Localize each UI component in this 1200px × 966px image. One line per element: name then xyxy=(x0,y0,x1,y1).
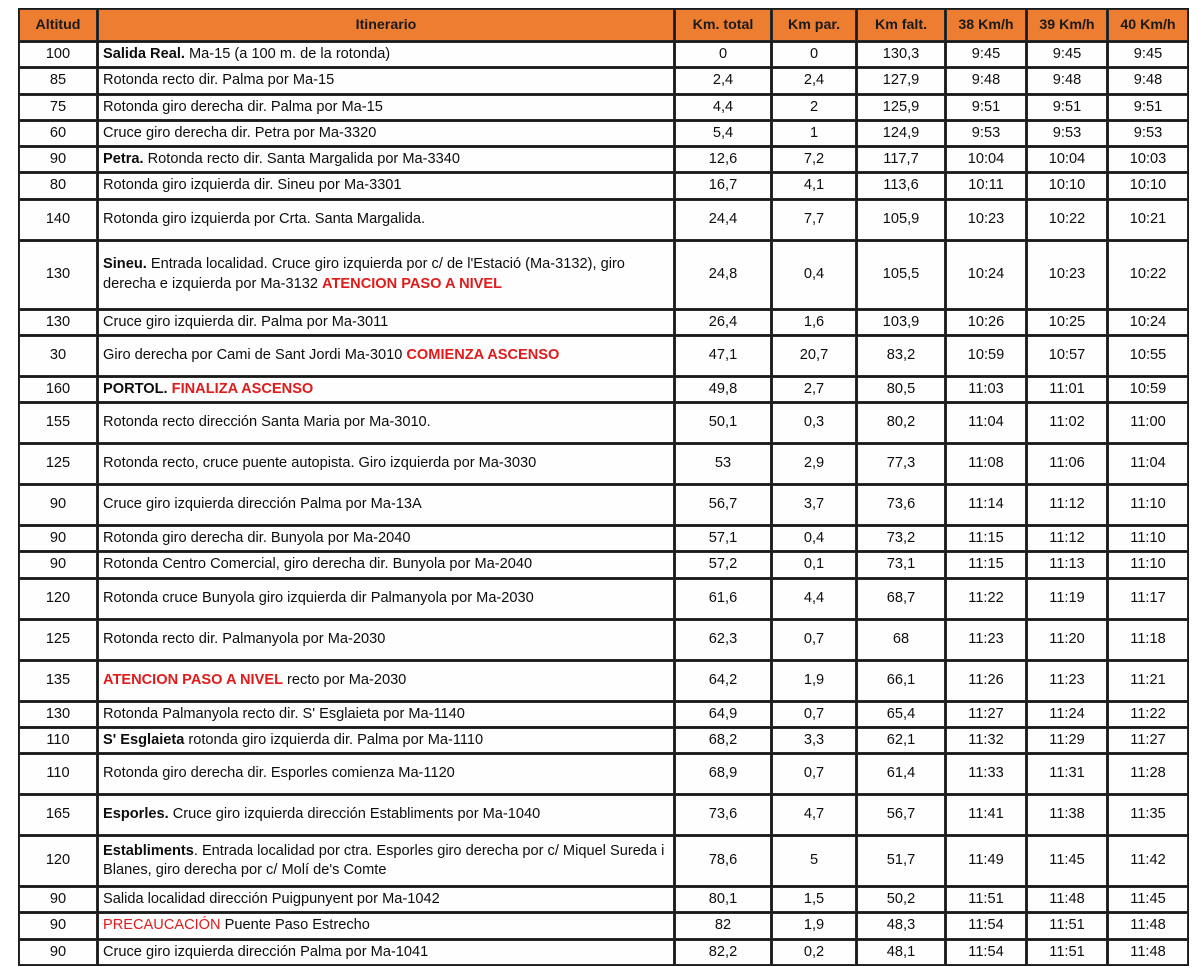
table-row[interactable] xyxy=(19,836,1188,886)
cell-km-falt[interactable]: 124,9 xyxy=(857,121,945,146)
cell-speed-38[interactable]: 11:54 xyxy=(946,913,1026,938)
cell-km-falt[interactable]: 68 xyxy=(857,620,945,660)
table-row[interactable] xyxy=(19,552,1188,577)
cell-itinerario[interactable]: Establiments. Entrada localidad por ctra. Esporles giro derecha por c/ Miquel Sureda i Blanes, giro derecha por c/ Molí de's Comte xyxy=(98,836,674,886)
cell-speed-40[interactable]: 11:22 xyxy=(1108,702,1188,727)
cell-km-total[interactable]: 57,2 xyxy=(675,552,771,577)
cell-altitud[interactable]: 110 xyxy=(19,754,97,794)
cell-km-par[interactable]: 7,2 xyxy=(772,147,856,172)
cell-km-falt[interactable]: 117,7 xyxy=(857,147,945,172)
cell-itinerario[interactable]: Petra. Rotonda recto dir. Santa Margalida por Ma-3340 xyxy=(98,147,674,172)
cell-km-total[interactable]: 2,4 xyxy=(675,68,771,93)
place-name: Establiments xyxy=(103,842,194,859)
column-header-altitud[interactable]: Altitud xyxy=(19,9,97,41)
cell-speed-39[interactable]: 11:12 xyxy=(1027,526,1107,551)
cell-itinerario[interactable]: Esporles. Cruce giro izquierda dirección Establiments por Ma-1040 xyxy=(98,795,674,835)
cell-speed-39[interactable]: 11:01 xyxy=(1027,377,1107,402)
cell-km-total[interactable]: 57,1 xyxy=(675,526,771,551)
cell-altitud[interactable]: 90 xyxy=(19,552,97,577)
cell-km-par[interactable]: 4,4 xyxy=(772,579,856,619)
cell-km-falt[interactable]: 83,2 xyxy=(857,336,945,376)
cell-speed-39[interactable]: 10:25 xyxy=(1027,310,1107,335)
cell-km-total[interactable]: 24,4 xyxy=(675,200,771,240)
cell-km-par[interactable]: 1,9 xyxy=(772,661,856,701)
cell-speed-40[interactable]: 10:55 xyxy=(1108,336,1188,376)
cell-km-falt[interactable]: 105,5 xyxy=(857,241,945,309)
cell-altitud[interactable]: 165 xyxy=(19,795,97,835)
cell-km-par[interactable]: 7,7 xyxy=(772,200,856,240)
cell-km-par[interactable]: 0,4 xyxy=(772,241,856,309)
cell-km-total[interactable]: 4,4 xyxy=(675,95,771,120)
cell-speed-38[interactable]: 11:03 xyxy=(946,377,1026,402)
cell-itinerario[interactable]: Salida Real. Ma-15 (a 100 m. de la rotonda) xyxy=(98,42,674,67)
cell-speed-40[interactable]: 11:10 xyxy=(1108,552,1188,577)
cell-speed-40[interactable]: 10:03 xyxy=(1108,147,1188,172)
cell-km-par[interactable]: 0 xyxy=(772,42,856,67)
cell-speed-40[interactable]: 11:17 xyxy=(1108,579,1188,619)
cell-km-total[interactable]: 5,4 xyxy=(675,121,771,146)
cell-altitud[interactable]: 90 xyxy=(19,147,97,172)
cell-km-total[interactable]: 56,7 xyxy=(675,485,771,525)
cell-altitud[interactable]: 110 xyxy=(19,728,97,753)
cell-speed-38[interactable]: 11:14 xyxy=(946,485,1026,525)
cell-km-total[interactable]: 26,4 xyxy=(675,310,771,335)
table-row[interactable] xyxy=(19,310,1188,335)
cell-km-par[interactable]: 20,7 xyxy=(772,336,856,376)
cell-itinerario[interactable]: Rotonda Centro Comercial, giro derecha dir. Bunyola por Ma-2040 xyxy=(98,552,674,577)
cell-km-par[interactable]: 0,2 xyxy=(772,940,856,965)
cell-km-total[interactable]: 12,6 xyxy=(675,147,771,172)
cell-km-total[interactable]: 73,6 xyxy=(675,795,771,835)
cell-itinerario[interactable]: Rotonda recto dir. Palma por Ma-15 xyxy=(98,68,674,93)
table-body xyxy=(19,42,1188,965)
cell-speed-38[interactable]: 11:41 xyxy=(946,795,1026,835)
cell-speed-38[interactable]: 11:22 xyxy=(946,579,1026,619)
cell-km-falt[interactable]: 51,7 xyxy=(857,836,945,886)
cell-speed-39[interactable]: 11:13 xyxy=(1027,552,1107,577)
cell-altitud[interactable]: 160 xyxy=(19,377,97,402)
cell-speed-40[interactable]: 11:45 xyxy=(1108,887,1188,912)
cell-km-par[interactable]: 0,4 xyxy=(772,526,856,551)
cell-km-total[interactable]: 16,7 xyxy=(675,173,771,198)
table-row[interactable] xyxy=(19,795,1188,835)
cell-km-par[interactable]: 1,5 xyxy=(772,887,856,912)
table-row[interactable] xyxy=(19,485,1188,525)
cell-km-par[interactable]: 0,1 xyxy=(772,552,856,577)
cell-speed-39[interactable]: 11:24 xyxy=(1027,702,1107,727)
column-header-speed-39[interactable]: 39 Km/h xyxy=(1027,9,1107,41)
cell-km-falt[interactable]: 48,1 xyxy=(857,940,945,965)
cell-km-total[interactable]: 61,6 xyxy=(675,579,771,619)
place-name: Petra. xyxy=(103,151,144,167)
cell-speed-39[interactable]: 10:04 xyxy=(1027,147,1107,172)
cell-speed-39[interactable]: 11:29 xyxy=(1027,728,1107,753)
cell-itinerario[interactable] xyxy=(98,377,674,402)
column-header-km-par[interactable]: Km par. xyxy=(772,9,856,41)
cell-altitud[interactable]: 130 xyxy=(19,310,97,335)
cell-speed-39[interactable]: 11:12 xyxy=(1027,485,1107,525)
cell-speed-40[interactable]: 11:27 xyxy=(1108,728,1188,753)
cell-speed-40[interactable]: 11:48 xyxy=(1108,940,1188,965)
cell-km-falt[interactable]: 48,3 xyxy=(857,913,945,938)
cell-itinerario[interactable]: S' Esglaieta rotonda giro izquierda dir. Palma por Ma-1110 xyxy=(98,728,674,753)
itinerary-table xyxy=(18,8,1189,966)
cell-itinerario[interactable]: Rotonda giro izquierda dir. Sineu por Ma-3301 xyxy=(98,173,674,198)
table-row[interactable] xyxy=(19,336,1188,376)
cell-speed-40[interactable]: 9:48 xyxy=(1108,68,1188,93)
cell-speed-40[interactable]: 10:59 xyxy=(1108,377,1188,402)
cell-altitud[interactable]: 90 xyxy=(19,940,97,965)
cell-km-total[interactable]: 64,2 xyxy=(675,661,771,701)
cell-speed-38[interactable]: 11:27 xyxy=(946,702,1026,727)
table-row[interactable] xyxy=(19,579,1188,619)
cell-speed-40[interactable]: 11:42 xyxy=(1108,836,1188,886)
table-row[interactable] xyxy=(19,728,1188,753)
place-name: S' Esglaieta xyxy=(103,731,185,748)
table-row[interactable] xyxy=(19,661,1188,701)
cell-speed-38[interactable]: 10:59 xyxy=(946,336,1026,376)
cell-speed-39[interactable]: 11:31 xyxy=(1027,754,1107,794)
cell-km-total[interactable]: 24,8 xyxy=(675,241,771,309)
cell-speed-40[interactable]: 9:45 xyxy=(1108,42,1188,67)
cell-speed-38[interactable]: 9:53 xyxy=(946,121,1026,146)
cell-itinerario[interactable]: Cruce giro izquierda dir. Palma por Ma-3011 xyxy=(98,310,674,335)
column-header-speed-38[interactable]: 38 Km/h xyxy=(946,9,1026,41)
cell-km-falt[interactable]: 68,7 xyxy=(857,579,945,619)
cell-speed-39[interactable]: 9:53 xyxy=(1027,121,1107,146)
cell-km-falt[interactable]: 66,1 xyxy=(857,661,945,701)
cell-speed-39[interactable]: 11:38 xyxy=(1027,795,1107,835)
cell-speed-38[interactable]: 11:04 xyxy=(946,403,1026,443)
cell-speed-40[interactable]: 10:10 xyxy=(1108,173,1188,198)
cell-speed-39[interactable]: 11:02 xyxy=(1027,403,1107,443)
cell-speed-39[interactable]: 10:22 xyxy=(1027,200,1107,240)
cell-altitud[interactable]: 120 xyxy=(19,579,97,619)
cell-itinerario[interactable]: Rotonda recto dir. Palmanyola por Ma-2030 xyxy=(98,620,674,660)
alert-text: ATENCION PASO A NIVEL xyxy=(322,275,503,292)
cell-km-par[interactable]: 0,7 xyxy=(772,620,856,660)
cell-altitud[interactable]: 155 xyxy=(19,403,97,443)
cell-altitud[interactable]: 100 xyxy=(19,42,97,67)
alert-text: PRECAUCACIÓN xyxy=(103,917,221,934)
cell-altitud[interactable]: 60 xyxy=(19,121,97,146)
cell-speed-40[interactable]: 11:48 xyxy=(1108,913,1188,938)
cell-speed-39[interactable]: 11:06 xyxy=(1027,444,1107,484)
table-row[interactable] xyxy=(19,173,1188,198)
cell-itinerario[interactable]: Rotonda recto dirección Santa Maria por Ma-3010. xyxy=(98,403,674,443)
column-header-itinerario[interactable]: Itinerario xyxy=(98,9,674,41)
cell-speed-40[interactable]: 9:51 xyxy=(1108,95,1188,120)
cell-speed-39[interactable]: 10:10 xyxy=(1027,173,1107,198)
cell-altitud[interactable]: 75 xyxy=(19,95,97,120)
cell-altitud[interactable]: 125 xyxy=(19,620,97,660)
cell-km-falt[interactable]: 62,1 xyxy=(857,728,945,753)
cell-altitud[interactable]: 80 xyxy=(19,173,97,198)
table-row[interactable] xyxy=(19,887,1188,912)
cell-itinerario[interactable]: Rotonda recto, cruce puente autopista. Giro izquierda por Ma-3030 xyxy=(98,444,674,484)
cell-speed-39[interactable]: 11:45 xyxy=(1027,836,1107,886)
cell-speed-40[interactable]: 11:04 xyxy=(1108,444,1188,484)
cell-km-falt[interactable]: 113,6 xyxy=(857,173,945,198)
cell-itinerario[interactable]: PRECAUCACIÓN Puente Paso Estrecho xyxy=(98,913,674,938)
place-name: Esporles. xyxy=(103,806,169,823)
table-header xyxy=(19,9,1188,41)
column-header-km-falt[interactable]: Km falt. xyxy=(857,9,945,41)
cell-altitud[interactable]: 30 xyxy=(19,336,97,376)
table-row[interactable] xyxy=(19,68,1188,93)
cell-km-total[interactable]: 49,8 xyxy=(675,377,771,402)
cell-itinerario[interactable]: Rotonda cruce Bunyola giro izquierda dir Palmanyola por Ma-2030 xyxy=(98,579,674,619)
table-row[interactable] xyxy=(19,754,1188,794)
cell-altitud[interactable]: 135 xyxy=(19,661,97,701)
cell-km-falt[interactable]: 125,9 xyxy=(857,95,945,120)
cell-km-par[interactable]: 1 xyxy=(772,121,856,146)
cell-itinerario[interactable]: ATENCION PASO A NIVEL recto por Ma-2030 xyxy=(98,661,674,701)
cell-speed-40[interactable]: 10:24 xyxy=(1108,310,1188,335)
cell-itinerario[interactable]: Rotonda giro derecha dir. Bunyola por Ma-2040 xyxy=(98,526,674,551)
cell-altitud[interactable]: 130 xyxy=(19,702,97,727)
cell-itinerario[interactable]: Giro derecha por Cami de Sant Jordi Ma-3010 COMIENZA ASCENSO xyxy=(98,336,674,376)
cell-km-par[interactable]: 4,7 xyxy=(772,795,856,835)
cell-speed-40[interactable]: 11:18 xyxy=(1108,620,1188,660)
cell-speed-39[interactable]: 9:48 xyxy=(1027,68,1107,93)
cell-km-falt[interactable]: 80,5 xyxy=(857,377,945,402)
cell-itinerario[interactable]: Cruce giro izquierda dirección Palma por Ma-1041 xyxy=(98,940,674,965)
table-row[interactable] xyxy=(19,913,1188,938)
cell-altitud[interactable]: 90 xyxy=(19,913,97,938)
cell-km-par[interactable]: 2,7 xyxy=(772,377,856,402)
cell-km-falt[interactable]: 73,2 xyxy=(857,526,945,551)
cell-altitud[interactable]: 140 xyxy=(19,200,97,240)
column-header-speed-40[interactable]: 40 Km/h xyxy=(1108,9,1188,41)
cell-itinerario[interactable]: Sineu. Entrada localidad. Cruce giro izquierda por c/ de l'Estació (Ma-3132), giro derecha e izquierda por Ma-3132 ATENCION PASO A NIVEL xyxy=(98,241,674,309)
cell-altitud[interactable]: 90 xyxy=(19,526,97,551)
cell-km-par[interactable]: 0,7 xyxy=(772,702,856,727)
cell-speed-38[interactable]: 11:23 xyxy=(946,620,1026,660)
table-row[interactable] xyxy=(19,121,1188,146)
table-row[interactable] xyxy=(19,620,1188,660)
cell-km-total[interactable]: 50,1 xyxy=(675,403,771,443)
cell-altitud[interactable]: 125 xyxy=(19,444,97,484)
table-row[interactable] xyxy=(19,377,1188,402)
cell-km-falt[interactable]: 61,4 xyxy=(857,754,945,794)
table-row[interactable] xyxy=(19,200,1188,240)
cell-speed-40[interactable]: 11:21 xyxy=(1108,661,1188,701)
table-row[interactable] xyxy=(19,702,1188,727)
cell-speed-38[interactable]: 10:23 xyxy=(946,200,1026,240)
cell-speed-38[interactable]: 11:33 xyxy=(946,754,1026,794)
table-row[interactable] xyxy=(19,241,1188,309)
cell-km-par[interactable]: 0,3 xyxy=(772,403,856,443)
alert-text: ATENCION PASO A NIVEL xyxy=(103,671,283,688)
alert-text: FINALIZA ASCENSO xyxy=(171,380,314,397)
cell-speed-39[interactable]: 11:51 xyxy=(1027,913,1107,938)
cell-km-par[interactable]: 2,4 xyxy=(772,68,856,93)
cell-km-falt[interactable]: 127,9 xyxy=(857,68,945,93)
cell-altitud[interactable]: 90 xyxy=(19,485,97,525)
cell-speed-38[interactable]: 11:32 xyxy=(946,728,1026,753)
cell-km-total[interactable]: 68,2 xyxy=(675,728,771,753)
place-name: PORTOL. xyxy=(103,380,168,397)
header-row xyxy=(19,9,1188,41)
cell-km-total[interactable]: 0 xyxy=(675,42,771,67)
cell-speed-39[interactable]: 10:57 xyxy=(1027,336,1107,376)
cell-itinerario[interactable]: Rotonda giro derecha dir. Esporles comienza Ma-1120 xyxy=(98,754,674,794)
cell-km-falt[interactable]: 65,4 xyxy=(857,702,945,727)
table-row[interactable] xyxy=(19,42,1188,67)
cell-km-falt[interactable]: 130,3 xyxy=(857,42,945,67)
cell-km-par[interactable]: 2,9 xyxy=(772,444,856,484)
cell-altitud[interactable]: 130 xyxy=(19,241,97,309)
cell-speed-39[interactable]: 10:23 xyxy=(1027,241,1107,309)
cell-altitud[interactable]: 90 xyxy=(19,887,97,912)
cell-speed-39[interactable]: 11:20 xyxy=(1027,620,1107,660)
cell-km-falt[interactable]: 56,7 xyxy=(857,795,945,835)
cell-km-falt[interactable]: 103,9 xyxy=(857,310,945,335)
cell-km-par[interactable]: 0,7 xyxy=(772,754,856,794)
cell-speed-39[interactable]: 11:23 xyxy=(1027,661,1107,701)
cell-speed-38[interactable]: 10:24 xyxy=(946,241,1026,309)
cell-speed-38[interactable]: 10:26 xyxy=(946,310,1026,335)
cell-speed-40[interactable]: 11:10 xyxy=(1108,485,1188,525)
table-row[interactable] xyxy=(19,526,1188,551)
cell-speed-39[interactable]: 11:51 xyxy=(1027,940,1107,965)
cell-speed-38[interactable]: 10:11 xyxy=(946,173,1026,198)
cell-km-total[interactable]: 64,9 xyxy=(675,702,771,727)
cell-altitud[interactable]: 120 xyxy=(19,836,97,886)
cell-itinerario[interactable]: Rotonda Palmanyola recto dir. S' Esglaieta por Ma-1140 xyxy=(98,702,674,727)
cell-speed-38[interactable]: 9:48 xyxy=(946,68,1026,93)
cell-speed-38[interactable]: 11:26 xyxy=(946,661,1026,701)
cell-km-total[interactable]: 47,1 xyxy=(675,336,771,376)
cell-km-total[interactable]: 82,2 xyxy=(675,940,771,965)
cell-speed-40[interactable]: 11:35 xyxy=(1108,795,1188,835)
cell-km-total[interactable]: 68,9 xyxy=(675,754,771,794)
cell-speed-40[interactable]: 11:10 xyxy=(1108,526,1188,551)
cell-speed-38[interactable]: 11:49 xyxy=(946,836,1026,886)
cell-speed-38[interactable]: 10:04 xyxy=(946,147,1026,172)
cell-km-par[interactable]: 1,9 xyxy=(772,913,856,938)
cell-km-falt[interactable]: 50,2 xyxy=(857,887,945,912)
cell-speed-40[interactable]: 10:21 xyxy=(1108,200,1188,240)
cell-speed-39[interactable]: 11:48 xyxy=(1027,887,1107,912)
table-row[interactable] xyxy=(19,940,1188,965)
cell-speed-38[interactable]: 11:08 xyxy=(946,444,1026,484)
table-row[interactable] xyxy=(19,147,1188,172)
cell-km-total[interactable]: 53 xyxy=(675,444,771,484)
alert-text: COMIENZA ASCENSO xyxy=(406,347,560,364)
cell-km-par[interactable]: 3,7 xyxy=(772,485,856,525)
cell-itinerario[interactable]: Rotonda giro izquierda por Crta. Santa Margalida. xyxy=(98,200,674,240)
cell-speed-38[interactable]: 9:45 xyxy=(946,42,1026,67)
cell-km-par[interactable]: 5 xyxy=(772,836,856,886)
cell-km-falt[interactable]: 73,1 xyxy=(857,552,945,577)
table-row[interactable] xyxy=(19,444,1188,484)
cell-km-falt[interactable]: 73,6 xyxy=(857,485,945,525)
cell-speed-38[interactable]: 11:15 xyxy=(946,552,1026,577)
cell-speed-38[interactable]: 11:54 xyxy=(946,940,1026,965)
cell-km-total[interactable]: 78,6 xyxy=(675,836,771,886)
cell-km-total[interactable]: 62,3 xyxy=(675,620,771,660)
cell-speed-40[interactable]: 9:53 xyxy=(1108,121,1188,146)
cell-itinerario[interactable]: Rotonda giro derecha dir. Palma por Ma-15 xyxy=(98,95,674,120)
cell-km-par[interactable]: 1,6 xyxy=(772,310,856,335)
cell-speed-40[interactable]: 10:22 xyxy=(1108,241,1188,309)
cell-km-total[interactable]: 82 xyxy=(675,913,771,938)
cell-speed-39[interactable]: 11:19 xyxy=(1027,579,1107,619)
cell-speed-38[interactable]: 9:51 xyxy=(946,95,1026,120)
cell-speed-39[interactable]: 9:51 xyxy=(1027,95,1107,120)
cell-itinerario[interactable]: Cruce giro izquierda dirección Palma por Ma-13A xyxy=(98,485,674,525)
cell-km-par[interactable]: 3,3 xyxy=(772,728,856,753)
cell-speed-40[interactable]: 11:28 xyxy=(1108,754,1188,794)
cell-km-par[interactable]: 2 xyxy=(772,95,856,120)
place-name: Salida Real. xyxy=(103,46,185,62)
cell-km-par[interactable]: 4,1 xyxy=(772,173,856,198)
cell-speed-38[interactable]: 11:51 xyxy=(946,887,1026,912)
cell-km-falt[interactable]: 77,3 xyxy=(857,444,945,484)
cell-itinerario[interactable]: Cruce giro derecha dir. Petra por Ma-3320 xyxy=(98,121,674,146)
cell-km-falt[interactable]: 80,2 xyxy=(857,403,945,443)
cell-km-total[interactable]: 80,1 xyxy=(675,887,771,912)
cell-speed-38[interactable]: 11:15 xyxy=(946,526,1026,551)
table-row[interactable] xyxy=(19,403,1188,443)
cell-speed-39[interactable]: 9:45 xyxy=(1027,42,1107,67)
place-name: Sineu. xyxy=(103,256,147,273)
cell-km-falt[interactable]: 105,9 xyxy=(857,200,945,240)
table-row[interactable] xyxy=(19,95,1188,120)
column-header-km-total[interactable]: Km. total xyxy=(675,9,771,41)
cell-altitud[interactable]: 85 xyxy=(19,68,97,93)
cell-itinerario[interactable]: Salida localidad dirección Puigpunyent por Ma-1042 xyxy=(98,887,674,912)
cell-speed-40[interactable]: 11:00 xyxy=(1108,403,1188,443)
